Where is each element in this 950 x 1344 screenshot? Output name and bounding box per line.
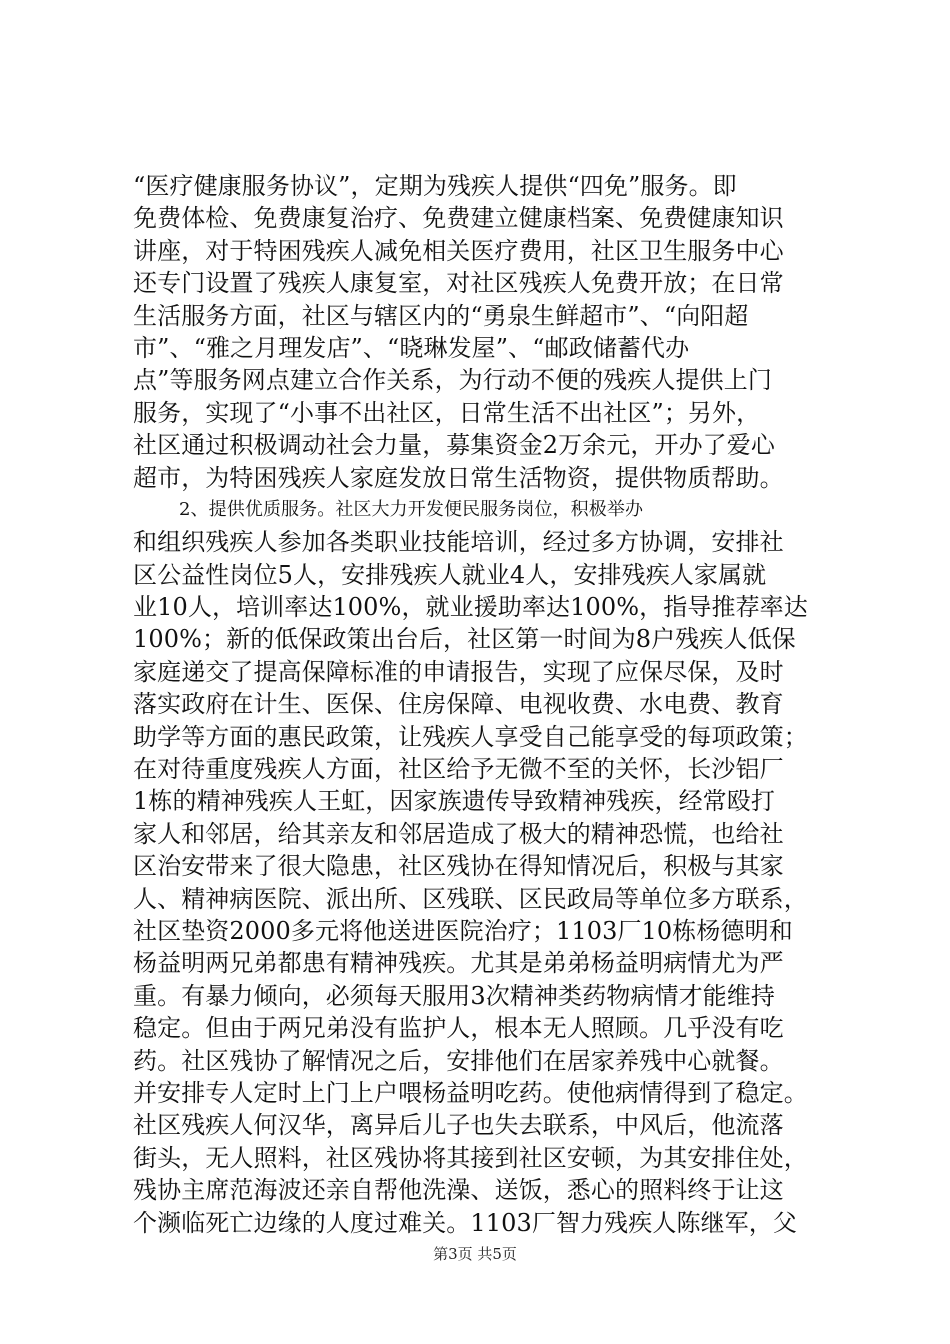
text-line-32: 残协主席范海波还亲自帮他洗澡、送饭，悉心的照料终于让这 — [133, 1176, 784, 1205]
text-line-18: 助学等方面的惠民政策，让残疾人享受自己能享受的每项政策； — [133, 722, 808, 751]
text-line-6: 市”、“雅之月理发店”、“晓琳发屋”、“邮政储蓄代办 — [133, 333, 690, 362]
text-line-5: 生活服务方面，社区与辖区内的“勇泉生鲜超市”、“向阳超 — [133, 301, 749, 330]
text-line-19: 在对待重度残疾人方面，社区给予无微不至的关怀，长沙铝厂 — [133, 755, 784, 784]
text-line-3: 讲座，对于特困残疾人减免相关医疗费用，社区卫生服务中心 — [133, 236, 784, 265]
document-body — [133, 170, 853, 1239]
text-line-16: 家庭递交了提高保障标准的申请报告，实现了应保尽保，及时 — [133, 657, 784, 686]
text-line-31: 街头，无人照料，社区残协将其接到社区安顿，为其安排住处， — [133, 1143, 808, 1172]
text-line-23: 人、精神病医院、派出所、区残联、区民政局等单位多方联系， — [133, 884, 808, 913]
text-line-27: 稳定。但由于两兄弟没有监护人，根本无人照顾。几乎没有吃 — [133, 1014, 784, 1043]
text-line-7: 点”等服务网点建立合作关系，为行动不便的残疾人提供上门 — [133, 366, 772, 395]
text-line-17: 落实政府在计生、医保、住房保障、电视收费、水电费、教育 — [133, 690, 784, 719]
text-line-26: 重。有暴力倾向，必须每天服用3次精神类药物病情才能维持 — [133, 981, 775, 1010]
text-line-9: 社区通过积极调动社会力量，募集资金2万余元，开办了爱心 — [133, 431, 775, 460]
text-line-8: 服务，实现了“小事不出社区，日常生活不出社区”；另外， — [133, 398, 761, 427]
page-number-footer: 第3页 共5页 — [433, 1245, 517, 1263]
text-line-11: 2、提供优质服务。社区大力开发便民服务岗位，积极举办 — [179, 498, 644, 520]
text-line-21: 家人和邻居，给其亲友和邻居造成了极大的精神恐慌，也给社 — [133, 819, 784, 848]
text-line-20: 1栋的精神残疾人王虹，因家族遗传导致精神残疾，经常殴打 — [133, 787, 775, 816]
text-line-29: 并安排专人定时上门上户喂杨益明吃药。使他病情得到了稳定。 — [133, 1078, 808, 1107]
text-line-4: 还专门设置了残疾人康复室，对社区残疾人免费开放；在日常 — [133, 269, 784, 298]
text-line-30: 社区残疾人何汉华，离异后儿子也失去联系，中风后，他流落 — [133, 1111, 784, 1140]
text-line-2: 免费体检、免费康复治疗、免费建立健康档案、免费健康知识 — [133, 204, 784, 233]
text-line-1: “医疗健康服务协议”，定期为残疾人提供“四免”服务。即 — [133, 172, 737, 200]
text-line-14: 业10人，培训率达100%，就业援助率达100%，指导推荐率达 — [133, 593, 808, 622]
text-line-33: 个濒临死亡边缘的人度过难关。1103厂智力残疾人陈继军，父 — [133, 1208, 797, 1237]
text-line-24: 社区垫资2000多元将他送进医院治疗；1103厂10栋杨德明和 — [133, 916, 793, 945]
text-line-13: 区公益性岗位5人，安排残疾人就业4人，安排残疾人家属就 — [133, 560, 767, 589]
text-line-22: 区治安带来了很大隐患，社区残协在得知情况后，积极与其家 — [133, 852, 784, 881]
text-line-15: 100%；新的低保政策出台后，社区第一时间为8户残疾人低保 — [133, 625, 796, 654]
text-line-25: 杨益明两兄弟都患有精神残疾。尤其是弟弟杨益明病情尤为严 — [133, 949, 784, 978]
text-line-28: 药。社区残协了解情况之后，安排他们在居家养残中心就餐。 — [133, 1046, 784, 1075]
text-line-10: 超市，为特困残疾人家庭发放日常生活物资，提供物质帮助。 — [133, 463, 784, 492]
text-line-12: 和组织残疾人参加各类职业技能培训，经过多方协调，安排社 — [133, 528, 784, 557]
